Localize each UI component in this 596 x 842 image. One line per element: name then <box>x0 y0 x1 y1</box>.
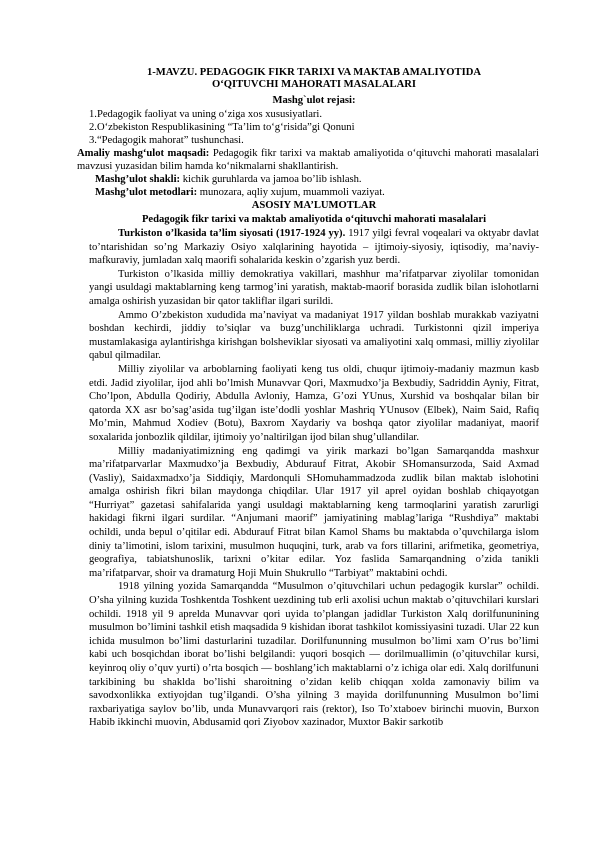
form-label: Mashg’ulot shakli: <box>95 174 181 185</box>
lesson-form <box>95 173 545 186</box>
lesson-goal <box>77 147 539 173</box>
goal-text: Pedagogik fikr tarixi va maktab amaliyotida o‘qituvchi mahorati masalalari mavzusi yuzasidan bilim hamda ko‘nikmalarni shakllantirish. <box>77 148 539 172</box>
paragraph-1 <box>89 227 539 268</box>
methods-label: Mashg’ulot metodlari: <box>95 187 198 198</box>
paragraph-6: 1918 yilning yozida Samarqandda “Musulmon o’qituvchilari uchun pedagogik kurslar” ochildi. O’sha yilning kuzida Toshkentda Toshkent uezdining tub erli axolisi uchun maktab o’qituvchilari kurslari ochildi. 1918 yil 9 aprelda Munavvar qori uyida to’plangan jadidlar Turkiston Xalq dorilfununining musulmon bo’limini tashkil etish maqsadida 9 kishidan iborat tashkilot komissiyasini tuzadi. Ular 22 kun ichida musulmon bo’limi dasturlarini tuzadilar. Dorilfununning musulmon bo’limi xam O’rus bo’limi kabi uch bosqichdan iborat bo’lishi belgilandi: yuqori bosqich — dorilmuallimin (o’qituvchilar kursi, keyinroq oliy o’quv yurti) o’rta bosqich — boshlang’ich maktablarni o’z ichiga olar edi. Xalq dorilfununi tarkibining bu shaklda bo’lishi sharoitning o’zidan kelib chiqqan xolda zamonaviy bilim va savodxonlikka extiyojdan tug’ilgandi. O’sha yilning 3 mayida dorilfununning Musulmon bo’limi raxbariyatiga saylov bo’lib, unda Munavvarqori rais (rektor), Iso To’xtaboev birinchi muovin, Burxon Habib ikkinchi muovin, Abdusamid qori Ziyobov xazinador, Muxtor Bakir sarkotib <box>89 581 539 729</box>
paragraph-4: Milliy ziyolilar va arboblarning faoliyati keng tus oldi, chuqur ijtimoiy-madaniy mazmun kasb etdi. Jadid ziyolilar, ijod ahli bo’lmish Munavvar Qori, Maxmudxo’ja Bexbudiy, Sadriddin Ayniy, Fitrat, Cho’lpon, Abdulla Qodiriy, Abdulla Avloniy, Hamza, G’ozi YUnus, Xurshid va boshqalar bilan bir qatorda XX asr bo’sag’asida tug’ilgan iste’dodli yoshlar Mashriq YUnusov (Elbek), Naim Said, Rafiq Mo’min, Mahmud Xodiev (Botu), Baxrom Xaydariy va boshqa qator ziyolilar madaniyat, maorif soxalarida jonbozlik qildilar, ijtimoiy yo’naltirilgan ijod bilan shug’ullandilar. <box>89 363 539 443</box>
title-line-2: O‘QITUVCHI MAHORATI MASALALARI <box>211 79 417 90</box>
sub-heading: Pedagogik fikr tarixi va maktab amaliyotida o‘qituvchi mahorati masalalari <box>141 214 487 225</box>
plan-item-1: 1.Pedagogik faoliyat va uning o‘ziga xos xususiyatlari. <box>89 109 323 120</box>
lesson-methods <box>95 186 545 199</box>
main-heading: ASOSIY MA’LUMOTLAR <box>251 200 377 211</box>
form-text: kichik guruhlarda va jamoa bo’lib ishlash. <box>180 174 362 185</box>
paragraph-3: Ammo O’zbekiston xududida ma’naviyat va madaniyat 1917 yildan boshlab murakkab vaziyatni boshdan kechirdi, jiddiy to’siqlar va buzg’unchiliklarga uchradi. Turkistonni qizil imperiya mustamlakasiga aylantirishga kirishgan bolsheviklar siyosati va amaliyotini xalq ommasi, milliy ziyolilar qabul qilmadilar. <box>89 309 539 362</box>
plan-item-2: 2.O‘zbekiston Respublikasining “Ta’lim to‘g‘risida”gi Qonuni <box>89 122 355 133</box>
paragraph-2: Turkiston o’lkasida milliy demokratiya vakillari, mashhur ma’rifatparvar ziyolilar tomonidan yangi usuldagi maktablarning keng tarmog’ini yaratish, maktab-maorif borasida zudlik bilan islohotlarni amalga oshirish yuzasidan bir qator takliflar ilgari surildi. <box>89 268 539 307</box>
paragraph-5: Milliy madaniyatimizning eng qadimgi va yirik markazi bo’lgan Samarqandda mashxur ma’rifatparvarlar Maxmudxo’ja Bexbudiy, Abdurauf Fitrat, Akobir SHomansurzoda, Said Axmad (Vasliy), Saidaxmadxo’ja Siddiqiy, Mardonquli SHomuhammadzoda zudlik bilan maktab islohotini amalga oshirish fikri bilan maydonga chiqdilar. Ular 1917 yil aprel oyidan boshlab chiqayotgan “Hurriyat” gazetasi sahifalarida yangi usuldagi maktablarning keng tarmoqlarini yaratish zarurligi hakidagi fikrni ilgari surdilar. “Anjumani maorif” jamiyatining mablag’lariga “Rushdiya” maktabi ochildi, unda bepul o’qitilar edi. Abdurauf Fitrat bilan Kamol Shams bu maktabda o’quvchilarga islom diniy ta’limotini, islom tarixini, musulmon huquqini, turk, arab va fors tillarini, arifmetika, geometriya, geografiya, tabiatshunoslik, tarixni o’kitar edilar. Yoz faslida Samarqandning o’zida tanikli ma’rifatparvar, shoir va dramaturg Hoji Muin Shukrullo “Tarbiyat” maktabini ochdi. <box>89 445 539 579</box>
document-title <box>89 67 539 91</box>
paragraph-1-text: 1917 yilgi fevral voqealari va oktyabr davlat to’ntarishidan so’ng Markaziy Osiyo xalqlarining hayotida – ijtimoiy-siyosiy, iqtisodiy, ma’naviy-mafkuraviy, jumladan xalq maorifi sohalarida keskin o’zgarish yuz berdi. <box>89 228 539 267</box>
paragraph-1-bold: Turkiston o’lkasida ta’lim siyosati (1917-1924 yy). <box>118 228 346 239</box>
plan-item-3: 3.“Pedagogik mahorat” tushunchasi. <box>89 135 244 146</box>
title-line-1: 1-MAVZU. PEDAGOGIK FIKR TARIXI VA MAKTAB AMALIYOTIDA <box>146 67 482 78</box>
body-text <box>89 227 539 730</box>
methods-text: munozara, aqliy xujum, muammoli vaziyat. <box>197 187 385 198</box>
plan-list <box>89 108 539 147</box>
goal-label: Amaliy mashg‘ulot maqsadi: <box>77 148 210 159</box>
plan-heading: Mashg`ulot rejasi: <box>272 95 356 106</box>
